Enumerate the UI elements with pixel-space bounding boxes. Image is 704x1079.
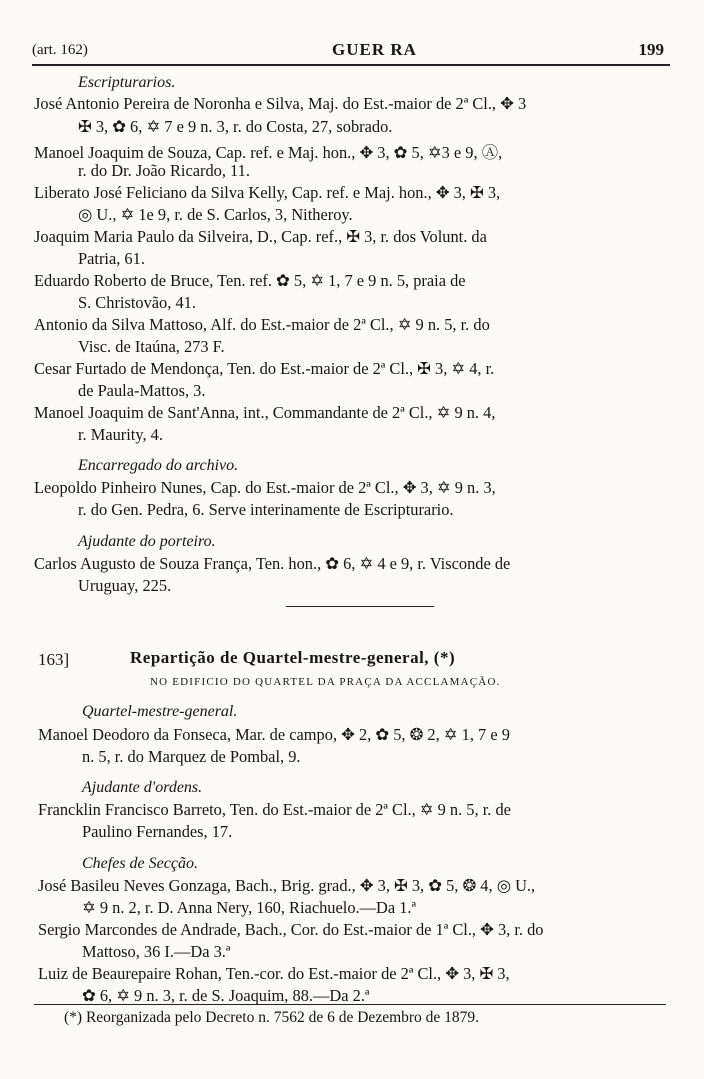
text-line: Manoel Deodoro da Fonseca, Mar. de campo, ✥ 2, ✿ 5, ❂ 2, ✡ 1, 7 e 9 [38,725,510,744]
text-line: Luiz de Beaurepaire Rohan, Ten.-cor. do Est.-maior de 2ª Cl., ✥ 3, ✠ 3, [38,964,510,983]
text-line: de Paula-Mattos, 3. [78,381,206,400]
heading-encarregado: Encarregado do archivo. [78,457,239,474]
article-ref: (art. 162) [32,42,88,58]
running-title: GUER RA [332,40,417,59]
text-line: Sergio Marcondes de Andrade, Bach., Cor. do Est.-maior de 1ª Cl., ✥ 3, r. do [38,920,544,939]
text-line: Patria, 61. [78,249,145,268]
text-line: Leopoldo Pinheiro Nunes, Cap. do Est.-maior de 2ª Cl., ✥ 3, ✡ 9 n. 3, [34,478,496,497]
page-header [32,40,670,66]
text-line: Carlos Augusto de Souza França, Ten. hon., ✿ 6, ✡ 4 e 9, r. Visconde de [34,554,511,573]
page-number: 199 [638,40,664,59]
text-line: Manoel Joaquim de Sant'Anna, int., Commandante de 2ª Cl., ✡ 9 n. 4, [34,403,496,422]
heading-quartel-mestre: Quartel-mestre-general. [82,703,238,720]
heading-escripturarios: Escripturarios. [78,74,176,91]
text-line: Manoel Joaquim de Souza, Cap. ref. e Maj. hon., ✥ 3, ✿ 5, ✡3 e 9, Ⓐ, [34,143,503,162]
repartition-title: Repartição de Quartel-mestre-general, (*) [130,648,456,667]
heading-ajudante-porteiro: Ajudante do porteiro. [78,533,216,550]
section-divider [286,606,434,607]
text-line: Visc. de Itaúna, 273 F. [78,337,225,356]
footnote-rule [34,1004,666,1005]
text-line: Paulino Fernandes, 17. [82,822,233,841]
text-line: ✡ 9 n. 2, r. D. Anna Nery, 160, Riachuelo.—Da 1.ª [82,898,417,917]
text-line: Cesar Furtado de Mendonça, Ten. do Est.-maior de 2ª Cl., ✠ 3, ✡ 4, r. [34,359,495,378]
text-line: José Basileu Neves Gonzaga, Bach., Brig. grad., ✥ 3, ✠ 3, ✿ 5, ❂ 4, ◎ U., [38,876,536,895]
text-line: Joaquim Maria Paulo da Silveira, D., Cap. ref., ✠ 3, r. dos Volunt. da [34,227,487,246]
text-line: ✠ 3, ✿ 6, ✡ 7 e 9 n. 3, r. do Costa, 27, sobrado. [78,117,393,136]
text-line: S. Christovão, 41. [78,293,196,312]
text-line: Eduardo Roberto de Bruce, Ten. ref. ✿ 5, ✡ 1, 7 e 9 n. 5, praia de [34,271,466,290]
entry-number: 163] [38,650,70,669]
text-line: r. Maurity, 4. [78,425,163,444]
text-line: r. do Dr. João Ricardo, 11. [78,161,250,180]
text-line: ◎ U., ✡ 1e 9, r. de S. Carlos, 3, Nitheroy. [78,205,353,224]
text-line: Uruguay, 225. [78,576,172,595]
heading-ajudante-ordens: Ajudante d'ordens. [82,779,203,796]
text-line: José Antonio Pereira de Noronha e Silva, Maj. do Est.-maior de 2ª Cl., ✥ 3 [34,94,527,113]
text-line: ✿ 6, ✡ 9 n. 3, r. de S. Joaquim, 88.—Da 2.ª [82,986,370,1005]
text-line: Liberato José Feliciano da Silva Kelly, Cap. ref. e Maj. hon., ✥ 3, ✠ 3, [34,183,501,202]
text-line: Antonio da Silva Mattoso, Alf. do Est.-maior de 2ª Cl., ✡ 9 n. 5, r. do [34,315,490,334]
text-line: Francklin Francisco Barreto, Ten. do Est.-maior de 2ª Cl., ✡ 9 n. 5, r. de [38,800,511,819]
text-line: r. do Gen. Pedra, 6. Serve interinamente de Escripturario. [78,500,454,519]
text-line: n. 5, r. do Marquez de Pombal, 9. [82,747,301,766]
footnote: (*) Reorganizada pelo Decreto n. 7562 de 6 de Dezembro de 1879. [64,1009,480,1026]
text-line: Mattoso, 36 I.—Da 3.ª [82,942,231,961]
heading-chefes-seccao: Chefes de Secção. [82,855,198,872]
repartition-subtitle: NO EDIFICIO DO QUARTEL DA PRAÇA DA ACCLAMAÇÃO. [150,676,501,688]
